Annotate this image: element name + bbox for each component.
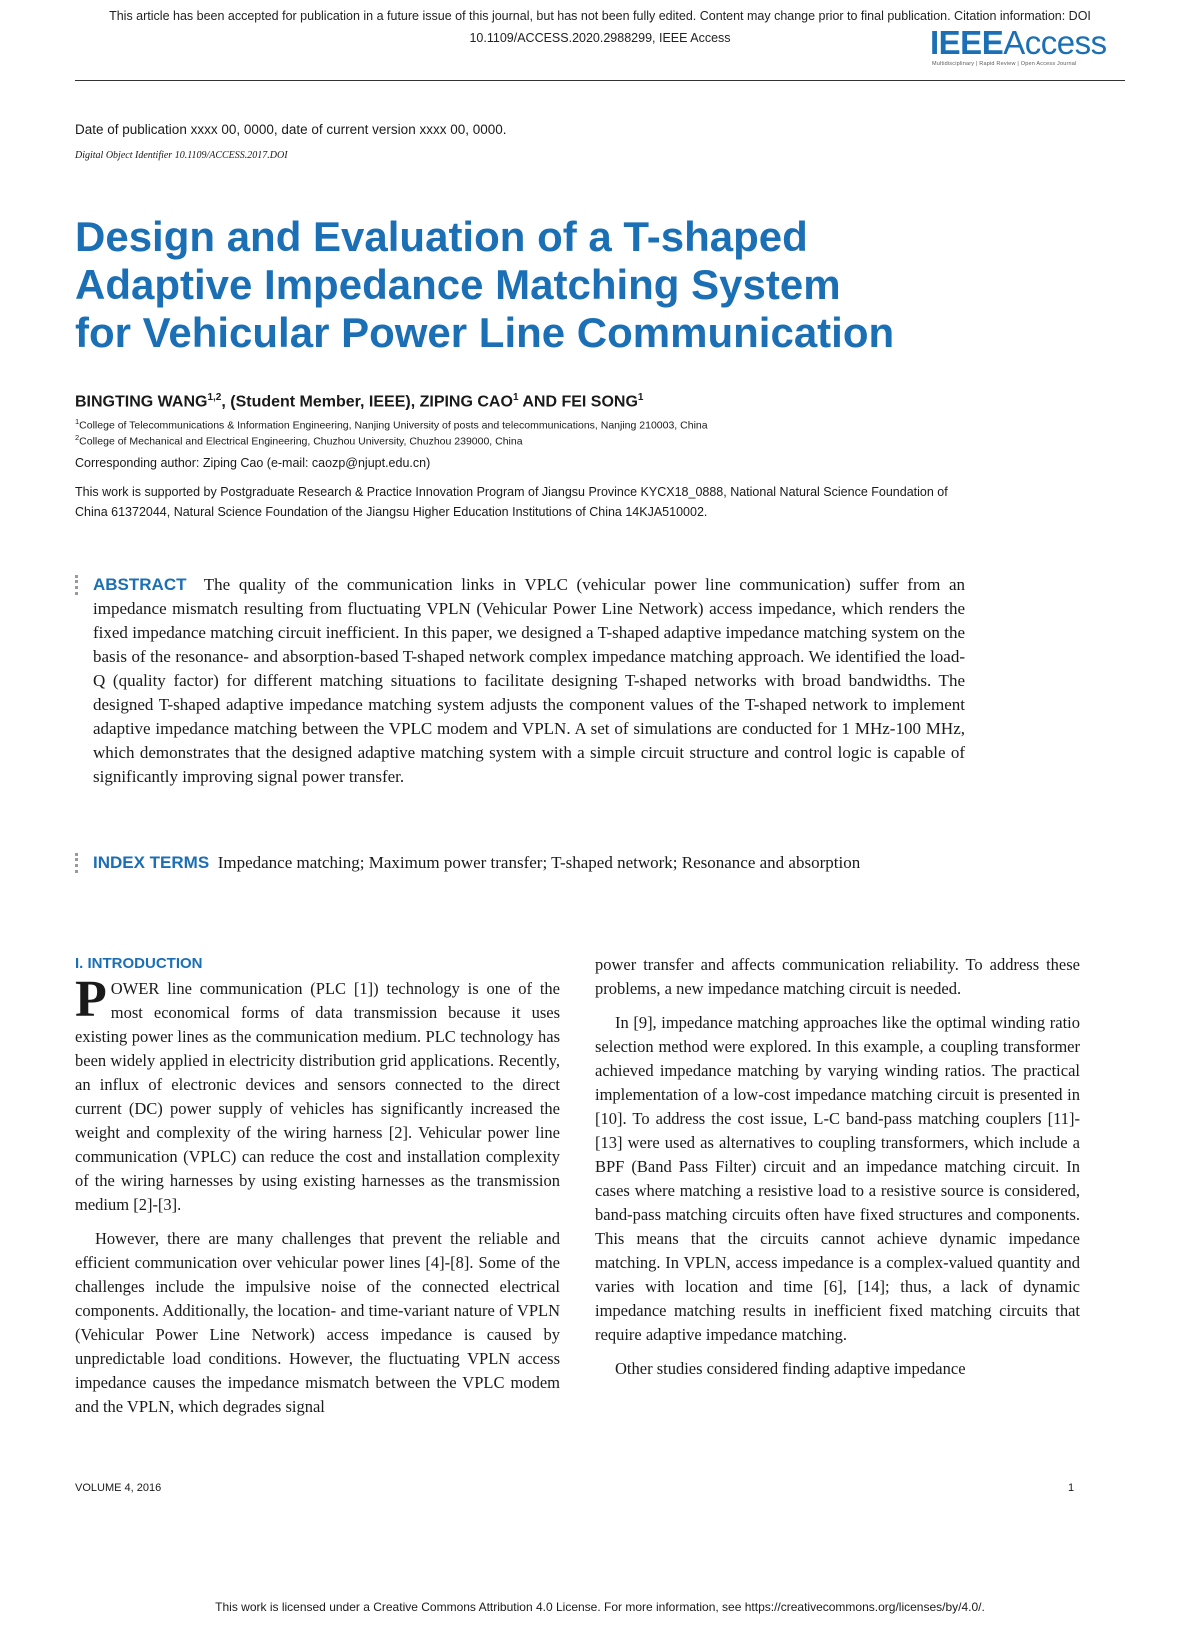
affiliation-2-text: College of Mechanical and Electrical Engineering, Chuzhou University, Chuzhou 239000, China (79, 435, 523, 448)
affiliation-1-text: College of Telecommunications & Information Engineering, Nanjing University of posts and telecommunications, Nanjing 210003, China (79, 419, 708, 432)
abstract-section (75, 573, 965, 789)
author-list (75, 392, 643, 411)
intro-paragraph-3: In [9], impedance matching approaches like the optimal winding ratio selection method were explored. In this example, a coupling transformer achieved impedance matching by varying winding ratios. The practical implementation of a low-cost impedance matching circuit is presented in [10]. To address the cost issue, L-C band-pass matching couplers [11]-[13] were used as alternatives to coupling transformers, which include a BPF (Band Pass Filter) circuit and an impedance matching circuit. In cases where matching a resistive load to a resistive source is considered, band-pass matching circuits often have fixed structures and components. This means that the circuits cannot achieve dynamic impedance matching. In VPLN, access impedance is a complex-valued quantity and varies with location and time [6], [14]; thus, a lack of dynamic impedance matching results in inefficient fixed matching circuits that require adaptive impedance matching. (595, 1013, 1080, 1344)
index-terms-label: INDEX TERMS (93, 853, 210, 872)
right-column (595, 953, 1080, 1391)
logo-ieee: IEEE (930, 24, 1004, 61)
ieee-access-logo (930, 24, 1115, 67)
logo-access: Access (1003, 24, 1107, 61)
title-line-1: Design and Evaluation of a T-shaped (75, 213, 808, 260)
author-2: , (Student Member, IEEE), ZIPING CAO (221, 393, 513, 411)
author-1: BINGTING WANG (75, 393, 208, 411)
index-terms-section (75, 851, 965, 875)
notice-line-2: 10.1109/ACCESS.2020.2988299, IEEE Access (469, 31, 731, 45)
abstract-marker (75, 575, 82, 595)
affiliation-2-sup: 2 (75, 433, 80, 442)
corresponding-author: Corresponding author: Ziping Cao (e-mail: caozp@njupt.edu.cn) (75, 456, 431, 470)
abstract-label: ABSTRACT (93, 575, 187, 594)
intro-paragraph-1-text: OWER line communication (PLC [1]) technology is one of the most economical forms of data transmission because it uses existing power lines as the communication medium. PLC technology has been widely applied in electricity distribution grid applications. Recently, an influx of electronic devices and sensors connected to the direct current (DC) power supply of vehicles has significantly increased the weight and complexity of the wiring harness [2]. Vehicular power line communication (VPLC) can reduce the cost and installation complexity of the wiring harnesses by using existing harnesses as the transmission medium [2]-[3]. (75, 979, 560, 1214)
paper-title (75, 213, 1075, 357)
author-1-sup: 1,2 (207, 392, 222, 403)
publication-date: Date of publication xxxx 00, 0000, date of current version xxxx 00, 0000. (75, 122, 507, 137)
funding-statement: This work is supported by Postgraduate Research & Practice Innovation Program of Jiangsu Province KYCX18_0888, National Natural Science Foundation of China 61372044, Natural Science Foundation of the Jiangsu Higher Education Institutions of China 14KJA510002. (75, 485, 948, 519)
index-terms-text: Impedance matching; Maximum power transfer; T-shaped network; Resonance and absorption (217, 853, 861, 872)
author-3-sup: 1 (637, 392, 644, 403)
section-heading: I. INTRODUCTION (75, 955, 203, 972)
doi-line: Digital Object Identifier 10.1109/ACCESS.2017.DOI (75, 150, 288, 161)
affiliation-1 (75, 417, 708, 432)
title-line-2: Adaptive Impedance Matching System (75, 261, 841, 308)
title-line-3: for Vehicular Power Line Communication (75, 309, 895, 356)
drop-cap: P (75, 971, 107, 1028)
affiliation-1-sup: 1 (75, 417, 80, 426)
license-footer: This work is licensed under a Creative Commons Attribution 4.0 License. For more information, see https://creativecommons.org/licenses/by/4.0/. (215, 1600, 985, 1614)
left-column (75, 953, 560, 1429)
intro-paragraph-1 (75, 971, 560, 1217)
author-2-sup: 1 (512, 392, 519, 403)
affiliation-2 (75, 433, 523, 448)
intro-paragraph-2-continued: power transfer and affects communication reliability. To address these problems, a new impedance matching circuit is needed. (595, 955, 1080, 998)
volume-footer: VOLUME 4, 2016 (75, 1482, 162, 1494)
author-3: AND FEI SONG (518, 393, 638, 411)
page-number: 1 (1068, 1482, 1075, 1494)
intro-paragraph-4: Other studies considered finding adaptive impedance (615, 1359, 966, 1378)
abstract-text: The quality of the communication links in VPLC (vehicular power line communication) suffer from an impedance mismatch resulting from fluctuating VPLN (Vehicular Power Line Network) access impedance, which renders the fixed impedance matching circuit inefficient. In this paper, we designed a T-shaped adaptive impedance matching system on the basis of the resonance- and absorption-based T-shaped network complex impedance matching approach. We identified the load-Q (quality factor) for different matching situations to facilitate designing T-shaped networks with broad bandwidths. The designed T-shaped adaptive impedance matching system adjusts the component values of the T-shaped network to implement adaptive impedance matching between the VPLC modem and VPLN. A set of simulations are conducted for 1 MHz-100 MHz, which demonstrates that the designed adaptive matching system with a simple circuit structure and control logic is capable of significantly improving signal power transfer. (93, 575, 966, 786)
header-rule (75, 80, 1125, 81)
index-terms-marker (75, 853, 82, 873)
intro-paragraph-2: However, there are many challenges that prevent the reliable and efficient communication over vehicular power lines [4]-[8]. Some of the challenges include the impulsive noise of the connected electrical components. Additionally, the location- and time-variant nature of VPLN (Vehicular Power Line Network) access impedance is caused by unpredictable load conditions. However, the fluctuating VPLN access impedance causes the impedance mismatch between the VPLC modem and the VPLN, which degrades signal (75, 1229, 560, 1416)
logo-tagline: Multidisciplinary | Rapid Review | Open Access Journal (932, 61, 1077, 67)
notice-line-1: This article has been accepted for publication in a future issue of this journal, but has not been fully edited. Content may change prior to final publication. Citation information: DOI (109, 9, 1091, 23)
